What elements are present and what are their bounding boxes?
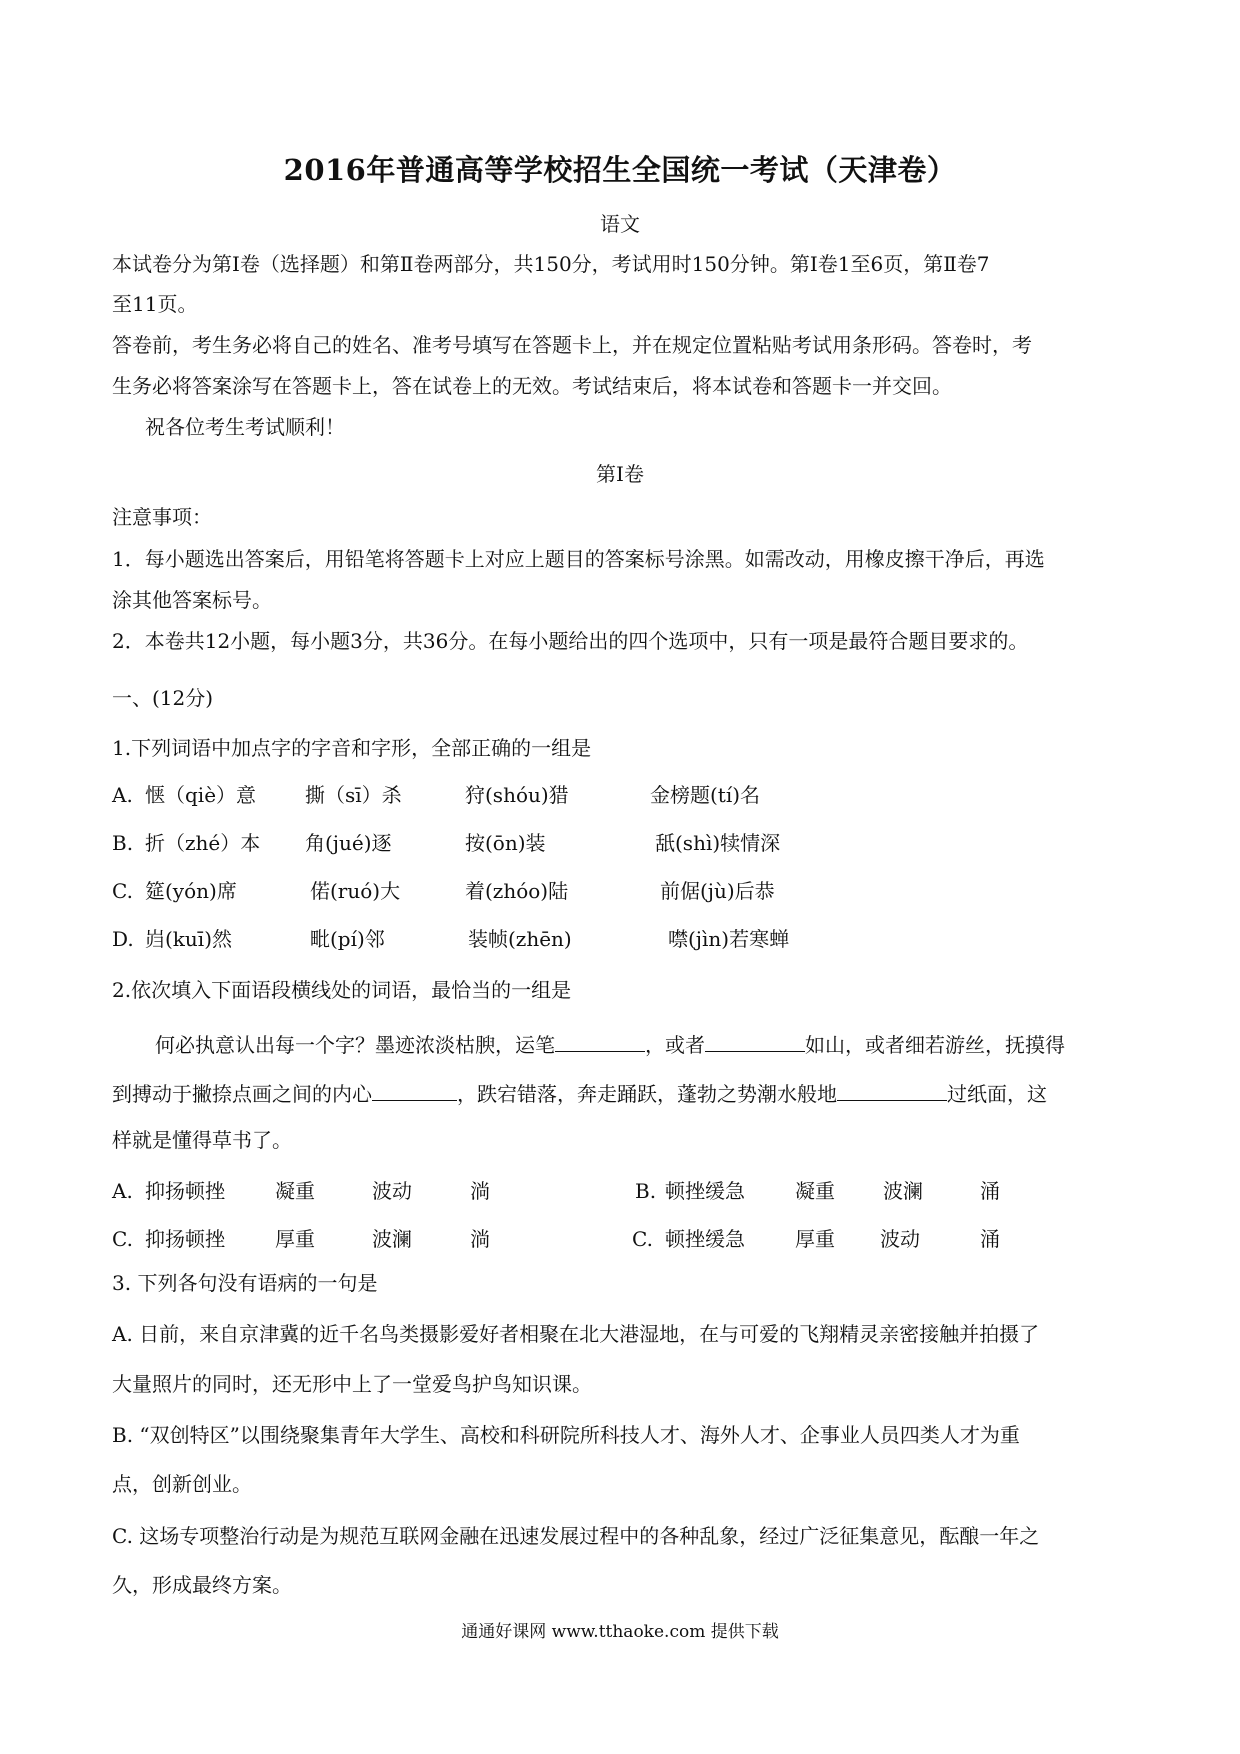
option-word: 凝重 xyxy=(795,1179,835,1203)
option-word: 涌 xyxy=(980,1227,1000,1251)
fill-blank xyxy=(705,1029,805,1052)
option-item: 噤(jìn)若寒蝉 xyxy=(668,927,790,951)
option-word: 涌 xyxy=(980,1179,1000,1203)
option-word: 顿挫缓急 xyxy=(665,1227,745,1251)
passage-line xyxy=(155,1029,1065,1060)
notes-heading: 注意事项： xyxy=(112,505,212,529)
part-heading: 一、(12分) xyxy=(112,686,214,710)
option-item: 偌(ruó)大 xyxy=(310,879,401,903)
wish-line: 祝各位考生考试顺利！ xyxy=(145,415,345,439)
option-line: B. “双创特区”以围绕聚集青年大学生、高校和科研院所科技人才、海外人才、企事业人员四类人才为重 xyxy=(112,1423,1020,1447)
passage-text: 到搏动于撇捺点画之间的内心 xyxy=(112,1082,372,1106)
question-stem: 3. 下列各句没有语病的一句是 xyxy=(112,1271,378,1295)
option-word: 淌 xyxy=(470,1179,490,1203)
passage-text: ，或者 xyxy=(645,1033,705,1057)
question-stem: 2.依次填入下面语段横线处的词语，最恰当的一组是 xyxy=(112,978,572,1002)
intro-line: 至11页。 xyxy=(112,292,198,316)
option-label: C. xyxy=(112,1227,133,1251)
option-line: 久，形成最终方案。 xyxy=(112,1573,292,1597)
option-item: 毗(pí)邻 xyxy=(310,927,385,951)
passage-line: 样就是懂得草书了。 xyxy=(112,1128,292,1152)
option-word: 厚重 xyxy=(275,1227,315,1251)
option-item: 角(jué)逐 xyxy=(305,831,392,855)
passage-text: 如山，或者细若游丝，抚摸得 xyxy=(805,1033,1065,1057)
option-line: 大量照片的同时，还无形中上了一堂爱鸟护鸟知识课。 xyxy=(112,1372,592,1396)
question-stem: 1.下列词语中加点字的字音和字形，全部正确的一组是 xyxy=(112,736,592,760)
option-item: 狩(shóu)猎 xyxy=(465,783,569,807)
note-line: 2．本卷共12小题，每小题3分，共36分。在每小题给出的四个选项中，只有一项是最符合题目要求的。 xyxy=(112,629,1029,653)
option-word: 顿挫缓急 xyxy=(665,1179,745,1203)
option-word: 凝重 xyxy=(275,1179,315,1203)
option-word: 抑扬顿挫 xyxy=(145,1227,225,1251)
note-line: 涂其他答案标号。 xyxy=(112,588,272,612)
option-label: C. xyxy=(112,879,133,903)
fill-blank xyxy=(837,1078,947,1101)
option-item: 撕（sī）杀 xyxy=(305,783,402,807)
option-line: C. 这场专项整治行动是为规范互联网金融在迅速发展过程中的各种乱象，经过广泛征集意见，酝酿一年之 xyxy=(112,1524,1040,1548)
option-label: D. xyxy=(112,927,134,951)
option-item: 装帧(zhēn) xyxy=(468,927,572,951)
option-word: 淌 xyxy=(470,1227,490,1251)
intro-line: 答卷前，考生务必将自己的姓名、准考号填写在答题卡上，并在规定位置粘贴考试用条形码。答卷时，考 xyxy=(112,333,1032,357)
option-item: 前倨(jù)后恭 xyxy=(660,879,775,903)
option-label: A. xyxy=(112,783,133,807)
note-line: 1．每小题选出答案后，用铅笔将答题卡上对应上题目的答案标号涂黑。如需改动，用橡皮擦干净后，再选 xyxy=(112,547,1045,571)
option-word: 波动 xyxy=(372,1179,412,1203)
passage-text: ，跌宕错落，奔走踊跃，蓬勃之势潮水般地 xyxy=(457,1082,837,1106)
passage-text: 过纸面，这 xyxy=(947,1082,1047,1106)
fill-blank xyxy=(555,1029,645,1052)
option-item: 按(ōn)装 xyxy=(465,831,546,855)
option-item: 折（zhé）本 xyxy=(145,831,261,855)
option-item: 着(zhóo)陆 xyxy=(465,879,569,903)
option-label: B. xyxy=(635,1179,657,1203)
fill-blank xyxy=(372,1078,457,1101)
option-word: 波动 xyxy=(880,1227,920,1251)
option-label: A. xyxy=(112,1179,133,1203)
option-word: 波澜 xyxy=(372,1227,412,1251)
subject-title: 语文 xyxy=(600,212,640,236)
exam-title: 2016年普通高等学校招生全国统一考试（天津卷） xyxy=(283,153,957,187)
option-word: 厚重 xyxy=(795,1227,835,1251)
option-item: 筵(yón)席 xyxy=(145,879,237,903)
option-label: C. xyxy=(632,1227,653,1251)
option-line: A. 日前，来自京津冀的近千名鸟类摄影爱好者相聚在北大港湿地，在与可爱的飞翔精灵亲密接触并拍摄了 xyxy=(112,1322,1040,1346)
option-word: 抑扬顿挫 xyxy=(145,1179,225,1203)
passage-line xyxy=(112,1078,1047,1109)
passage-text: 何必执意认出每一个字？墨迹浓淡枯腴，运笔 xyxy=(155,1033,555,1057)
option-item: 惬（qiè）意 xyxy=(145,783,257,807)
option-line: 点，创新创业。 xyxy=(112,1472,252,1496)
intro-line: 本试卷分为第Ⅰ卷（选择题）和第Ⅱ卷两部分，共150分，考试用时150分钟。第Ⅰ卷1至6页，第Ⅱ卷7 xyxy=(112,252,990,276)
option-item: 岿(kuī)然 xyxy=(145,927,233,951)
option-item: 金榜题(tí)名 xyxy=(650,783,761,807)
page-footer: 通通好课网 www.tthaoke.com 提供下载 xyxy=(461,1622,779,1642)
option-label: B. xyxy=(112,831,134,855)
section-title: 第Ⅰ卷 xyxy=(596,462,644,486)
option-item: 舐(shì)犊情深 xyxy=(655,831,781,855)
intro-line: 生务必将答案涂写在答题卡上，答在试卷上的无效。考试结束后，将本试卷和答题卡一并交回。 xyxy=(112,374,952,398)
option-word: 波澜 xyxy=(883,1179,923,1203)
